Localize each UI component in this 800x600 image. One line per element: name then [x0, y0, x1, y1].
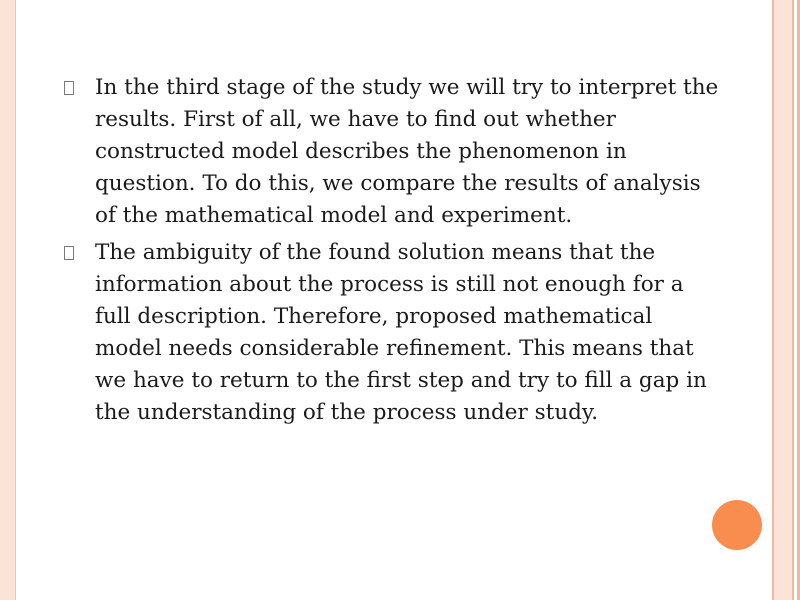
hollow-square-bullet-icon	[64, 246, 74, 260]
bullet-text: The ambiguity of the found solution means that the information about the process is still not enough for a full description. Therefore, proposed mathematical model needs considerable refinement. This means that we have to return to the first step and try to fill a gap in the understanding of the process under study.	[95, 240, 707, 425]
left-frame-border	[0, 0, 16, 600]
bullet-item	[62, 72, 722, 232]
bullet-text: In the third stage of the study we will try to interpret the results. First of all, we have to find out whether constructed model describes the phenomenon in question. To do this, we compare the results of analysis of the mathematical model and experiment.	[95, 75, 719, 228]
hollow-square-bullet-icon	[64, 81, 74, 95]
slide-body	[62, 72, 722, 434]
orange-circle-decoration	[712, 500, 762, 550]
bullet-item	[62, 237, 722, 429]
right-frame-border	[772, 0, 794, 600]
